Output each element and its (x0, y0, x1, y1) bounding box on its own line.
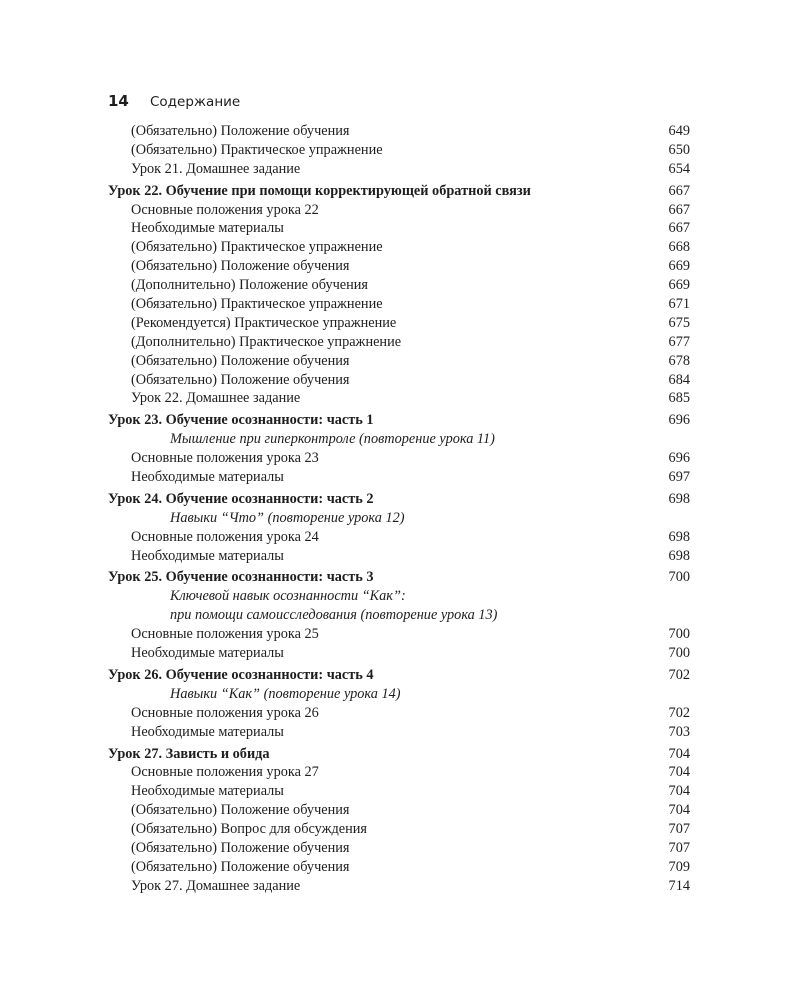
toc-entry-title: (Обязательно) Положение обучения (131, 858, 350, 875)
toc-entry-title: (Обязательно) Практическое упражнение (131, 141, 383, 158)
toc-page-number: 668 (668, 239, 690, 256)
toc-page-number: 702 (668, 666, 690, 683)
toc-page-number: 649 (668, 123, 690, 139)
toc-entry (108, 547, 690, 566)
toc-page-number: 654 (668, 160, 690, 177)
toc-page-number: 700 (668, 569, 690, 586)
toc-entry-title: Необходимые материалы (131, 723, 284, 740)
toc-note-line (108, 606, 690, 625)
toc-page-number: 698 (668, 547, 690, 564)
toc-note-line (108, 509, 690, 528)
toc-entry-title: (Дополнительно) Практическое упражнение (131, 333, 402, 350)
toc-entry (108, 625, 690, 644)
toc-entry-title: (Дополнительно) Положение обучения (131, 277, 369, 294)
toc-page-number: 669 (668, 277, 690, 294)
toc-entry-title: Урок 25. Обучение осознанности: часть 3 (108, 569, 374, 586)
toc-entry (108, 528, 690, 547)
toc-entry (108, 644, 690, 663)
toc-entry (108, 371, 690, 390)
toc-page-number: 671 (668, 296, 690, 313)
toc-entry-title: Урок 22. Домашнее задание (131, 390, 301, 407)
table-of-contents (108, 122, 690, 896)
toc-entry (108, 389, 690, 408)
toc-entry-title: (Обязательно) Практическое упражнение (131, 239, 383, 256)
toc-entry-title: Урок 27. Домашнее задание (131, 877, 301, 894)
toc-page-number: 667 (668, 182, 690, 199)
running-title: Содержание (150, 94, 241, 110)
toc-page-number: 707 (668, 821, 690, 838)
toc-entry-title: Основные положения урока 23 (131, 450, 319, 467)
toc-page-number: 667 (668, 220, 690, 237)
toc-entry (108, 723, 690, 742)
toc-entry-title: Необходимые материалы (131, 469, 284, 486)
toc-entry (108, 839, 690, 858)
toc-page-number: 669 (668, 258, 690, 275)
toc-page-number: 685 (668, 390, 690, 407)
toc-lesson-entry (108, 411, 690, 430)
toc-entry-title: Необходимые материалы (131, 645, 284, 662)
toc-entry-title: (Обязательно) Практическое упражнение (131, 296, 383, 313)
toc-entry (108, 820, 690, 839)
toc-entry-title: Необходимые материалы (131, 783, 284, 800)
toc-page-number: 697 (668, 469, 690, 486)
toc-lesson-entry (108, 490, 690, 509)
toc-entry (108, 122, 690, 141)
toc-entry-title: Навыки “Что” (повторение урока 12) (170, 509, 405, 526)
toc-entry-title: Основные положения урока 24 (131, 528, 319, 545)
toc-page-number: 698 (668, 528, 690, 545)
toc-entry (108, 877, 690, 896)
toc-entry-title: Навыки “Как” (повторение урока 14) (170, 685, 401, 702)
toc-entry-title: Основные положения урока 22 (131, 201, 319, 218)
toc-entry-title: Необходимые материалы (131, 220, 284, 237)
toc-note-line (108, 685, 690, 704)
toc-page-number: 677 (668, 333, 690, 350)
toc-entry-title: Основные положения урока 27 (131, 764, 319, 781)
toc-entry-title: Урок 26. Обучение осознанности: часть 4 (108, 666, 374, 683)
toc-lesson-entry (108, 182, 690, 201)
toc-page-number: 650 (668, 141, 690, 158)
toc-note-line (108, 587, 690, 606)
toc-entry (108, 801, 690, 820)
toc-entry (108, 763, 690, 782)
toc-page-number: 675 (668, 314, 690, 331)
toc-entry (108, 468, 690, 487)
toc-entry (108, 333, 690, 352)
toc-entry (108, 201, 690, 220)
toc-entry (108, 352, 690, 371)
toc-page-number: 700 (668, 645, 690, 662)
toc-page-number: 698 (668, 490, 690, 507)
toc-entry-title: Мышление при гиперконтроле (повторение урока 11) (170, 431, 495, 448)
toc-entry (108, 858, 690, 877)
toc-page-number: 703 (668, 723, 690, 740)
toc-entry-title: (Обязательно) Положение обучения (131, 802, 350, 819)
toc-entry-title: при помощи самоисследования (повторение урока 13) (170, 607, 498, 624)
toc-entry (108, 295, 690, 314)
toc-page-number: 707 (668, 839, 690, 856)
toc-page-number: 700 (668, 626, 690, 643)
toc-entry (108, 141, 690, 160)
toc-entry-title: (Обязательно) Вопрос для обсуждения (131, 821, 367, 838)
toc-page-number: 704 (668, 764, 690, 781)
toc-entry (108, 160, 690, 179)
toc-entry (108, 314, 690, 333)
toc-entry-title: (Обязательно) Положение обучения (131, 123, 350, 139)
toc-entry (108, 276, 690, 295)
toc-note-line (108, 430, 690, 449)
toc-lesson-entry (108, 745, 690, 764)
toc-entry-title: (Обязательно) Положение обучения (131, 258, 350, 275)
toc-lesson-entry (108, 568, 690, 587)
toc-entry-title: Урок 27. Зависть и обида (108, 745, 270, 762)
toc-entry-title: Урок 21. Домашнее задание (131, 160, 301, 177)
toc-page-number: 704 (668, 745, 690, 762)
toc-page-number: 684 (668, 371, 690, 388)
toc-lesson-entry (108, 666, 690, 685)
toc-entry-title: Основные положения урока 25 (131, 626, 319, 643)
toc-entry-title: Урок 24. Обучение осознанности: часть 2 (108, 490, 374, 507)
toc-page-number: 702 (668, 704, 690, 721)
toc-entry-title: Урок 22. Обучение при помощи корректирующей обратной связи (108, 182, 531, 199)
toc-page-number: 696 (668, 450, 690, 467)
toc-entry-title: Основные положения урока 26 (131, 704, 319, 721)
toc-entry (108, 782, 690, 801)
toc-page-number: 714 (668, 877, 690, 894)
toc-entry-title: (Обязательно) Положение обучения (131, 352, 350, 369)
toc-entry-title: Урок 23. Обучение осознанности: часть 1 (108, 412, 374, 429)
toc-entry-title: Необходимые материалы (131, 547, 284, 564)
toc-entry-title: (Рекомендуется) Практическое упражнение (131, 314, 397, 331)
toc-page-number: 696 (668, 412, 690, 429)
toc-entry (108, 449, 690, 468)
toc-entry (108, 704, 690, 723)
toc-entry (108, 257, 690, 276)
page-number: 14 (108, 92, 129, 110)
toc-entry-title: (Обязательно) Положение обучения (131, 371, 350, 388)
toc-entry-title: (Обязательно) Положение обучения (131, 839, 350, 856)
toc-page-number: 704 (668, 783, 690, 800)
toc-page-number: 704 (668, 802, 690, 819)
page-header (108, 92, 240, 110)
toc-page-number: 667 (668, 201, 690, 218)
toc-entry-title: Ключевой навык осознанности “Как”: (170, 588, 406, 605)
toc-entry (108, 238, 690, 257)
toc-entry (108, 219, 690, 238)
toc-page-number: 709 (668, 858, 690, 875)
toc-page-number: 678 (668, 352, 690, 369)
